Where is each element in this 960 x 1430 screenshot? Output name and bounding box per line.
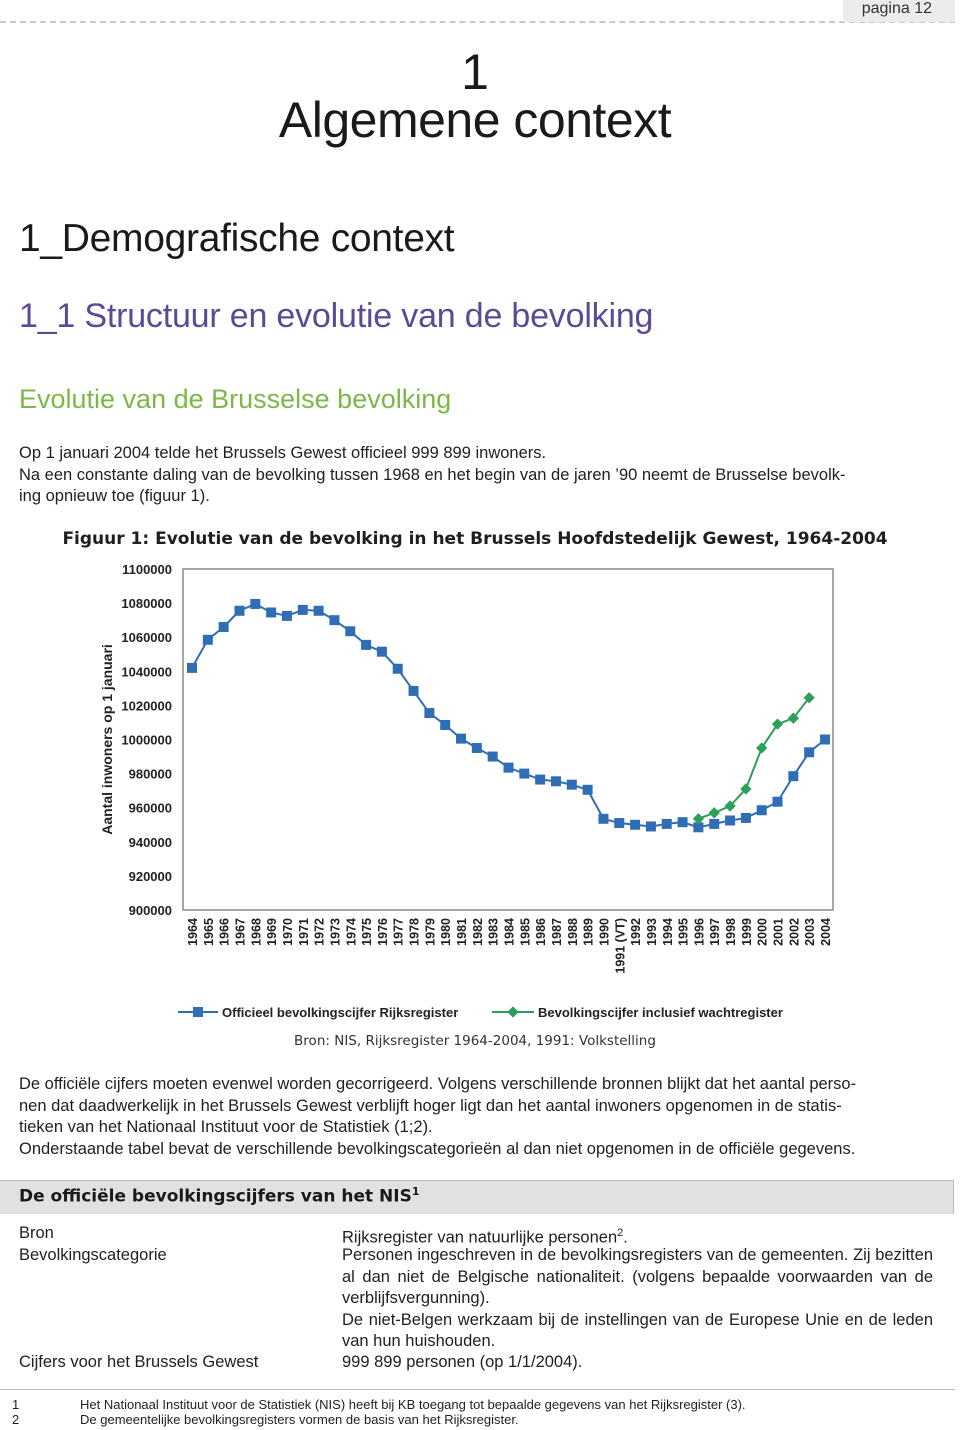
x-tick-label: 1976 [375, 918, 390, 946]
figure-caption: Figuur 1: Evolutie van de bevolking in het Brussels Hoofdstedelijk Gewest, 1964-2004 [62, 529, 888, 549]
population-chart [0, 555, 950, 1030]
data-point [725, 815, 735, 825]
data-point [456, 734, 466, 744]
chapter-number: 1 [461, 44, 489, 100]
footnote-rule [0, 1389, 955, 1390]
data-point [804, 747, 814, 757]
data-point [614, 818, 624, 828]
x-tick-label: 1973 [328, 918, 343, 946]
data-point [741, 813, 751, 823]
nis-row-value-text: Personen ingeschreven in de bevolkingsregisters van de gemeenten. Zij bezitten al dan niet de Belgische nationaliteit. (volgens bepaalde voorwaarden van de verblijfsvergunning). [342, 1246, 933, 1307]
chapter-title: Algemene context [278, 92, 672, 148]
nis-table-title [19, 1185, 420, 1207]
nis-row-value-categorie [342, 1245, 933, 1353]
data-point [345, 626, 355, 636]
body-line: nen dat daadwerkelijk in het Brussels Gewest verblijft hoger ligt dan het aantal inwoners opgenomen in de statis- [19, 1096, 842, 1115]
x-tick-label: 1969 [265, 918, 280, 946]
x-tick-label: 2000 [755, 918, 770, 946]
footnote-number: 2 [12, 1412, 20, 1427]
data-point [583, 785, 593, 795]
subsubsection-title: Evolutie van de Brusselse bevolking [19, 384, 452, 414]
x-tick-label: 1982 [470, 918, 485, 946]
x-tick-label: 1988 [565, 918, 580, 946]
legend-label: Officieel bevolkingscijfer Rijksregister [222, 1005, 459, 1020]
data-point [234, 606, 244, 616]
data-point [409, 686, 419, 696]
x-tick-label: 1992 [629, 918, 644, 946]
data-point [187, 663, 197, 673]
x-tick-label: 1972 [312, 918, 327, 946]
x-tick-label: 1981 [455, 918, 470, 946]
x-tick-label: 1990 [597, 918, 612, 946]
data-point [424, 708, 434, 718]
legend-marker [507, 1006, 518, 1017]
x-tick-label: 1967 [233, 918, 248, 946]
data-point [551, 776, 561, 786]
x-tick-label: 1966 [217, 918, 232, 946]
data-point [772, 718, 783, 729]
x-tick-label: 2003 [803, 918, 818, 946]
data-point [393, 664, 403, 674]
data-point [472, 743, 482, 753]
x-tick-label: 1995 [676, 918, 691, 946]
data-point [709, 819, 719, 829]
data-point [567, 780, 577, 790]
x-tick-label: 1991 (VT) [613, 918, 628, 974]
footnote-ref: 2 [617, 1227, 624, 1239]
y-tick-label: 900000 [128, 903, 172, 918]
data-point [756, 742, 767, 753]
section-title: 1_Demografische context [19, 217, 455, 260]
data-point [314, 606, 324, 616]
body-line: De officiële cijfers moeten evenwel worden gecorrigeerd. Volgens verschillende bronnen blijkt dat het aantal perso- [19, 1075, 857, 1093]
x-tick-label: 1965 [201, 918, 216, 946]
body-line: Onderstaande tabel bevat de verschillende bevolkingscategorieën al dan niet opgenomen in de officiële gegevens. [19, 1139, 856, 1158]
y-tick-label: 920000 [128, 868, 172, 884]
x-tick-label: 2001 [771, 918, 786, 946]
nis-row-label-categorie: Bevolkingscategorie [19, 1246, 167, 1264]
intro-line: Na een constante daling van de bevolking tussen 1968 en het begin van de jaren ’90 neemt de Brusselse bevolk- [19, 465, 846, 484]
data-point [298, 605, 308, 615]
data-point [250, 599, 260, 609]
x-tick-label: 1980 [439, 918, 454, 946]
x-tick-label: 1987 [549, 918, 564, 946]
x-tick-label: 1998 [724, 918, 739, 946]
data-point [519, 769, 529, 779]
data-point [630, 820, 640, 830]
page-number: pagina 12 [861, 0, 932, 17]
data-point [709, 807, 720, 818]
x-tick-label: 1971 [296, 918, 311, 946]
data-point [361, 640, 371, 650]
nis-row-value-text: Rijksregister van natuurlijke personen [342, 1228, 618, 1247]
footnote-ref: 1 [411, 1185, 420, 1198]
nis-row-value-tail: . [623, 1228, 628, 1247]
x-tick-label: 1989 [581, 918, 596, 946]
data-point [282, 611, 292, 621]
footnote-text: Het Nationaal Instituut voor de Statistiek (NIS) heeft bij KB toegang tot bepaalde gegevens van het Rijksregister (3). [80, 1397, 746, 1412]
x-tick-label: 1964 [186, 918, 200, 946]
x-tick-label: 1997 [708, 918, 723, 946]
data-point [646, 821, 656, 831]
data-point [788, 771, 798, 781]
subsection-title: 1_1 Structuur en evolutie van de bevolking [19, 297, 654, 335]
data-point [266, 607, 276, 617]
x-tick-label: 2002 [787, 918, 802, 946]
y-tick-label: 980000 [128, 766, 172, 782]
nis-row-value-cijfers: 999 899 personen (op 1/1/2004). [342, 1353, 583, 1371]
data-point [598, 814, 608, 824]
y-tick-label: 1100000 [122, 562, 172, 577]
x-tick-label: 1978 [407, 918, 422, 946]
plot-frame [183, 569, 833, 910]
y-tick-label: 1000000 [121, 732, 172, 748]
data-point [820, 735, 830, 745]
body-paragraph [19, 1074, 934, 1160]
nis-row-label-cijfers: Cijfers voor het Brussels Gewest [19, 1353, 259, 1371]
intro-paragraph [19, 443, 934, 508]
footnote-number: 1 [12, 1397, 20, 1412]
x-tick-label: 1984 [502, 918, 517, 946]
x-tick-label: 1994 [660, 918, 675, 946]
y-tick-label: 1040000 [121, 664, 172, 680]
data-point [329, 615, 339, 625]
footnote-text: De gemeentelijke bevolkingsregisters vormen de basis van het Rijksregister. [80, 1412, 519, 1427]
body-line: tieken van het Nationaal Instituut voor de Statistiek (1;2). [19, 1118, 433, 1136]
data-point [440, 720, 450, 730]
data-point [219, 622, 229, 632]
figure-source: Bron: NIS, Rijksregister 1964-2004, 1991: Volkstelling [294, 1033, 656, 1049]
x-tick-label: 2004 [819, 918, 833, 946]
data-point [203, 635, 213, 645]
data-point [757, 805, 767, 815]
x-tick-label: 1999 [739, 918, 754, 946]
header-rule [0, 21, 955, 23]
x-tick-label: 1986 [534, 918, 549, 946]
x-tick-label: 1985 [518, 918, 533, 946]
x-tick-label: 1968 [249, 918, 264, 946]
x-tick-label: 1979 [423, 918, 438, 946]
x-tick-label: 1993 [644, 918, 659, 946]
x-tick-label: 1974 [344, 918, 359, 946]
nis-row-label-bron: Bron [19, 1224, 54, 1242]
y-tick-label: 1020000 [121, 698, 172, 714]
y-axis-label: Aantal inwoners op 1 januari [99, 644, 115, 835]
data-point [488, 752, 498, 762]
intro-line: ing opnieuw toe (figuur 1). [19, 487, 210, 505]
y-tick-label: 1060000 [121, 630, 172, 646]
nis-table-title-text: De officiële bevolkingscijfers van het NIS [19, 1186, 412, 1207]
data-point [535, 775, 545, 785]
data-point [377, 647, 387, 657]
data-point [773, 797, 783, 807]
nis-row-value-text: De niet-Belgen werkzaam bij de instellingen van de Europese Unie en de leden van hun huishouden. [342, 1310, 933, 1350]
series-line-official [192, 604, 825, 827]
legend-label: Bevolkingscijfer inclusief wachtregister [538, 1005, 783, 1020]
data-point [504, 763, 514, 773]
x-tick-label: 1983 [486, 918, 501, 946]
data-point [678, 817, 688, 827]
data-point [662, 819, 672, 829]
intro-line: Op 1 januari 2004 telde het Brussels Gewest officieel 999 899 inwoners. [19, 444, 547, 462]
legend-marker [193, 1007, 203, 1017]
x-tick-label: 1996 [692, 918, 707, 946]
x-tick-label: 1970 [280, 918, 295, 946]
y-tick-label: 940000 [128, 834, 172, 850]
y-tick-label: 960000 [128, 800, 172, 816]
x-tick-label: 1975 [360, 918, 375, 946]
x-tick-label: 1977 [391, 918, 406, 946]
y-tick-label: 1080000 [121, 596, 172, 612]
